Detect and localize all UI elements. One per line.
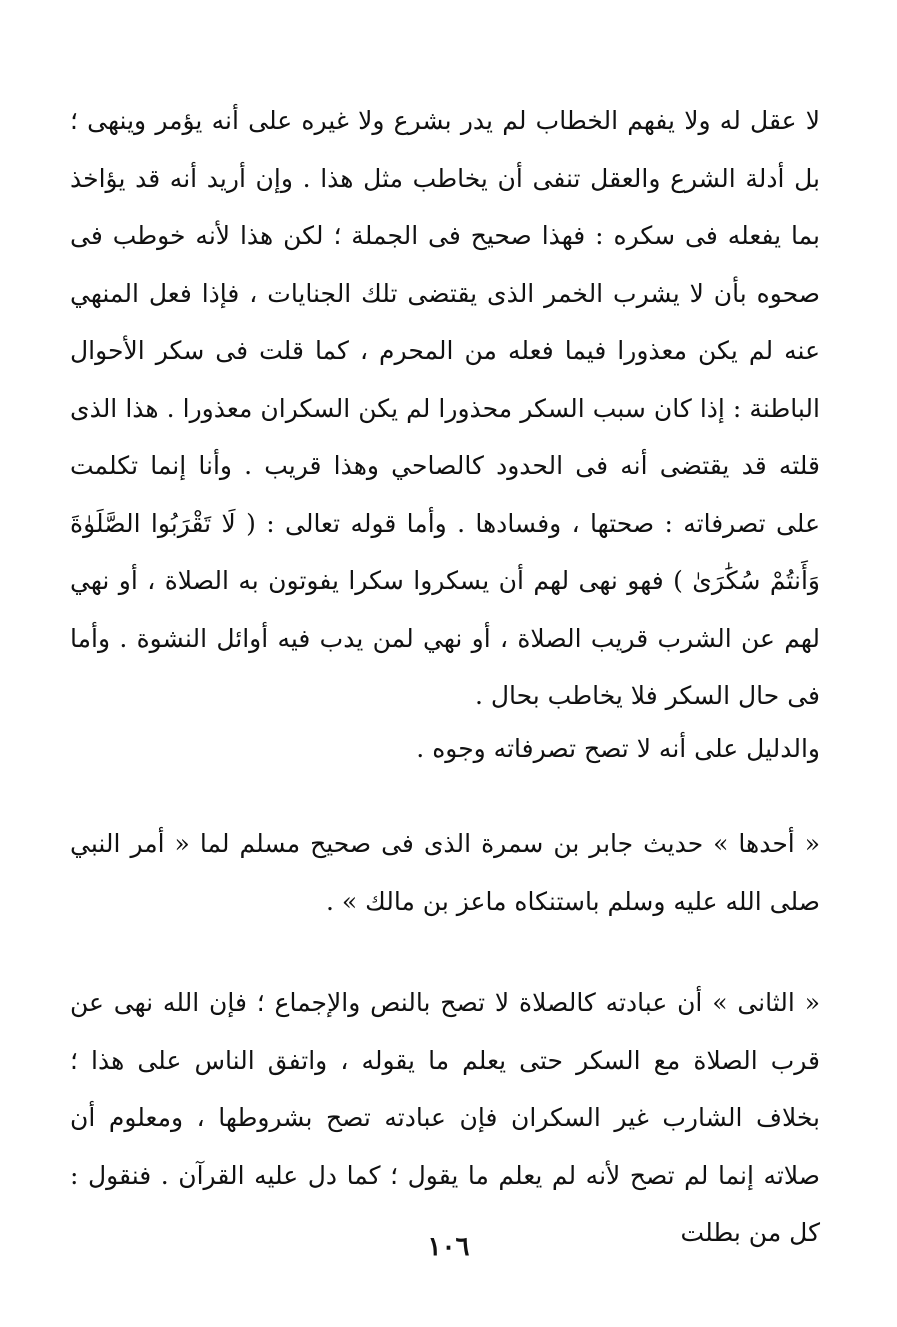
- paragraph-evidence-intro: والدليل على أنه لا تصح تصرفاته وجوه .: [416, 734, 820, 763]
- paragraph-sukr-discussion: لا عقل له ولا يفهم الخطاب لم يدر بشرع ولا غيره على أنه يؤمر وينهى ؛ بل أدلة الشرع والعقل تنفى أن يخاطب مثل هذا . وإن أريد أنه قد يؤاخذ بما يفعله فى سكره : فهذا صحيح فى الجملة ؛ لكن هذا لأنه خوطب فى صحوه بأن لا يشرب الخمر الذى يقتضى تلك الجنايات ، فإذا فعل المنهي عنه لم يكن معذورا فيما فعله من المحرم ، كما قلت فى سكر الأحوال الباطنة : إذا كان سبب السكر محذورا لم يكن السكران معذورا . هذا الذى قلته قد يقتضى أنه فى الحدود كالصاحي وهذا قريب . وأنا إنما تكلمت على تصرفاته : صحتها ، وفسادها . وأما قوله تعالى : ( لَا تَقْرَبُوا الصَّلَوٰةَ وَأَنتُمْ سُكَٰرَىٰ ) فهو نهى لهم أن يسكروا سكرا يفوتون به الصلاة ، أو نهي لهم عن الشرب قريب الصلاة ، أو نهي لمن يدب فيه أوائل النشوة . وأما فى حال السكر فلا يخاطب بحال .: [70, 106, 820, 710]
- paragraph-second-evidence: « الثانى » أن عبادته كالصلاة لا تصح بالنص والإجماع ؛ فإن الله نهى عن قرب الصلاة مع السكر حتى يعلم ما يقوله ، واتفق الناس على هذا ؛ بخلاف الشارب غير السكران فإن عبادته تصح بشروطها ، ومعلوم أن صلاته إنما لم تصح لأنه لم يعلم ما يقول ؛ كما دل عليه القرآن . فنقول : كل من بطلت: [70, 988, 820, 1247]
- page-number: ١٠٦: [427, 1232, 470, 1262]
- paragraph-first-evidence: « أحدها » حديث جابر بن سمرة الذى فى صحيح مسلم لما « أمر النبي صلى الله عليه وسلم باستنكاه ماعز بن مالك » .: [70, 829, 820, 916]
